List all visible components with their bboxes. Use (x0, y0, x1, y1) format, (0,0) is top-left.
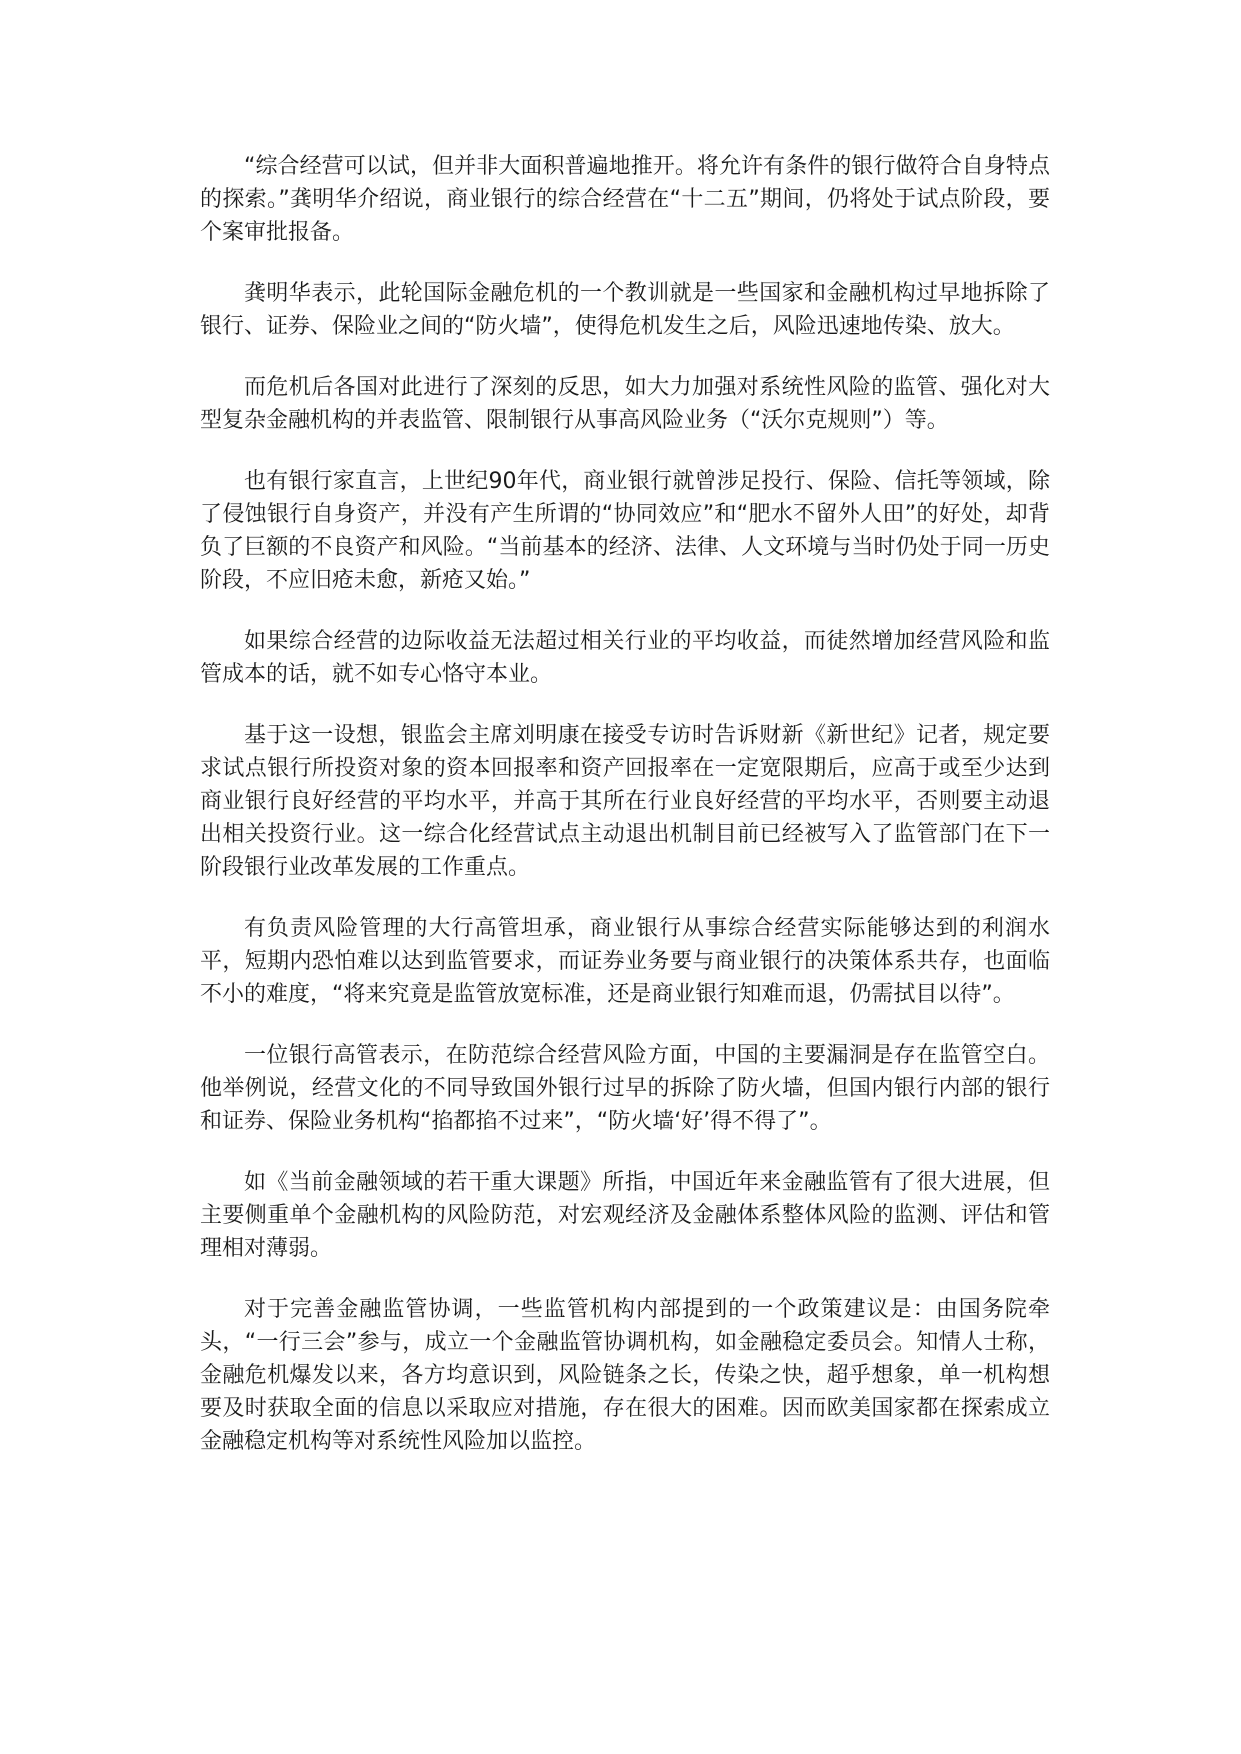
paragraph: “综合经营可以试，但并非大面积普遍地推开。将允许有条件的银行做符合自身特点的探索。”龚明华介绍说，商业银行的综合经营在“十二五”期间，仍将处于试点阶段，要个案审批报备。 (200, 154, 1050, 245)
paragraph: 有负责风险管理的大行高管坦承，商业银行从事综合经营实际能够达到的利润水平，短期内恐怕难以达到监管要求，而证券业务要与商业银行的决策体系共存，也面临不小的难度，“将来究竟是监管放宽标准，还是商业银行知难而退，仍需拭目以待”。 (200, 916, 1050, 1007)
paragraph: 如果综合经营的边际收益无法超过相关行业的平均收益，而徒然增加经营风险和监管成本的话，就不如专心恪守本业。 (200, 629, 1050, 687)
paragraph: 龚明华表示，此轮国际金融危机的一个教训就是一些国家和金融机构过早地拆除了银行、证券、保险业之间的“防火墙”，使得危机发生之后，风险迅速地传染、放大。 (200, 281, 1050, 339)
paragraph: 如《当前金融领域的若干重大课题》所指，中国近年来金融监管有了很大进展，但主要侧重单个金融机构的风险防范，对宏观经济及金融体系整体风险的监测、评估和管理相对薄弱。 (200, 1170, 1050, 1261)
paragraph: 基于这一设想，银监会主席刘明康在接受专访时告诉财新《新世纪》记者，规定要求试点银行所投资对象的资本回报率和资产回报率在一定宽限期后，应高于或至少达到商业银行良好经营的平均水平，并高于其所在行业良好经营的平均水平，否则要主动退出相关投资行业。这一综合化经营试点主动退出机制目前已经被写入了监管部门在下一阶段银行业改革发展的工作重点。 (200, 723, 1050, 880)
paragraph: 也有银行家直言，上世纪90年代，商业银行就曾涉足投行、保险、信托等领域，除了侵蚀银行自身资产，并没有产生所谓的“协同效应”和“肥水不留外人田”的好处，却背负了巨额的不良资产和风险。“当前基本的经济、法律、人文环境与当时仍处于同一历史阶段，不应旧疮未愈，新疮又始。” (200, 469, 1050, 593)
paragraph: 对于完善金融监管协调，一些监管机构内部提到的一个政策建议是：由国务院牵头，“一行三会”参与，成立一个金融监管协调机构，如金融稳定委员会。知情人士称，金融危机爆发以来，各方均意识到，风险链条之长，传染之快，超乎想象，单一机构想要及时获取全面的信息以采取应对措施，存在很大的困难。因而欧美国家都在探索成立金融稳定机构等对系统性风险加以监控。 (200, 1297, 1050, 1454)
article-body (200, 150, 1050, 1458)
paragraph: 一位银行高管表示，在防范综合经营风险方面，中国的主要漏洞是存在监管空白。他举例说，经营文化的不同导致国外银行过早的拆除了防火墙，但国内银行内部的银行和证券、保险业务机构“掐都掐不过来”，“防火墙‘好’得不得了”。 (200, 1043, 1050, 1134)
paragraph: 而危机后各国对此进行了深刻的反思，如大力加强对系统性风险的监管、强化对大型复杂金融机构的并表监管、限制银行从事高风险业务（“沃尔克规则”）等。 (200, 375, 1050, 433)
